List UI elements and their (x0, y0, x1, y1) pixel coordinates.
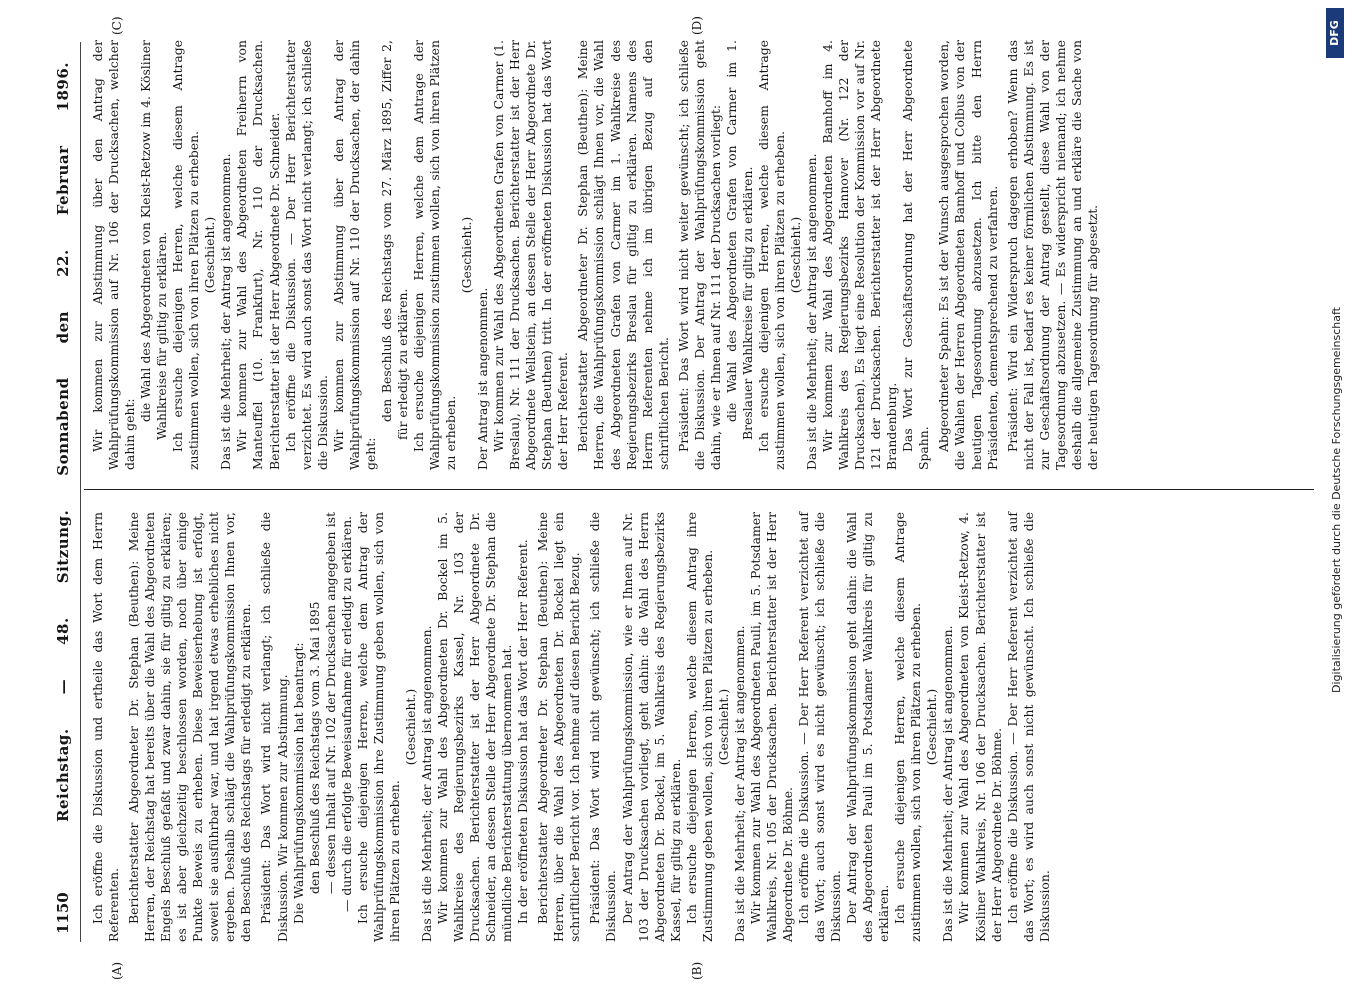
paragraph: den Beschluß des Reichstags vom 27. März 1895, Ziffer 2, für erledigt zu erklären. (378, 40, 410, 440)
paragraph: Wir kommen zur Wahl des Abgeordneten Grafen von Carmer (1. Breslau), Nr. 111 der Drucksachen. Berichterstatter ist der Herr Abgeordnete Wellstein, an dessen Stelle der Herr Abgeordnete Dr. Stephan (Beuthen) tritt. In der eröffneten Diskussion hat das Wort der Herr Referent. (491, 40, 571, 470)
page-header (52, 42, 76, 942)
paragraph: Ich ersuche diejenigen Herren, welche diesem Antrage zustimmen wollen, sich von ihren Plätzen zu erheben. (170, 40, 202, 470)
paragraph: Präsident: Wird ein Widerspruch dagegen erhoben? Wenn das nicht der Fall ist, bedarf es keiner förmlichen Abstimmung. Es ist zur Geschäftsordnung der Antrag gestellt, diese Wahl von der Tagesordnung abzusetzen. — Es widerspricht niemand; ich nehme deshalb die allgemeine Zustimmung an und erkläre die Sache von der heutigen Tagesordnung für abgesetzt. (1004, 40, 1100, 470)
paragraph: die Wahl des Abgeordneten Grafen von Carmer im 1. Breslauer Wahlkreise für giltig zu erklären. (723, 40, 755, 440)
right-column (90, 40, 1101, 470)
paragraph: Das Wort zur Geschäftsordnung hat der Herr Abgeordnete Spahn. (900, 40, 932, 470)
paragraph-center: (Geschieht.) (715, 688, 731, 766)
paragraph: Wir kommen zur Wahl des Abgeordneten von Kleist-Retzow, 4. Kösliner Wahlkreis, Nr. 106 der Drucksachen. Berichterstatter ist der Herr Abgeordnete Dr. Böhme. (956, 512, 1004, 942)
digitization-credit: Digitalisierung gefördert durch die Deutsche Forschungsgemeinschaft (1330, 307, 1343, 693)
paragraph: — dessen Inhalt auf Nr. 102 der Drucksachen angegeben ist — durch die erfolgte Beweisaufnahme für erledigt zu erklären. (322, 512, 354, 912)
paragraph-center: (Geschieht.) (459, 216, 475, 294)
paragraph: Der Antrag ist angenommen. (475, 287, 491, 470)
paragraph: Ich ersuche diejenigen Herren, welche diesem Antrag ihre Zustimmung geben wollen, sich von ihren Plätzen zu erheben. (683, 512, 715, 942)
margin-mark-c: (C) (110, 16, 124, 35)
header-rule (80, 42, 81, 942)
margin-mark-d: (D) (690, 16, 704, 35)
column-divider (84, 489, 1314, 490)
paragraph: Die Wahlprüfungskommission hat beantragt: (290, 642, 306, 924)
paragraph: Ich eröffne die Diskussion. — Der Herr Referent verzichtet auf das Wort; auch sonst wird es nicht gewünscht; ich schließe die Diskussion. (796, 512, 844, 942)
paragraph: Das ist die Mehrheit; der Antrag ist angenommen. (731, 625, 747, 942)
paragraph: die Wahl des Abgeordneten von Kleist-Retzow im 4. Kösliner Wahlkreise für giltig zu erklären. (138, 40, 170, 440)
paragraph: Der Antrag der Wahlprüfungskommission geht dahin: die Wahl des Abgeordneten Pauli im 5. Potsdamer Wahlkreis für giltig zu erklären. (844, 512, 892, 942)
margin-mark-b: (B) (690, 961, 704, 980)
paragraph: den Beschluß des Reichstags vom 3. Mai 1895 (306, 601, 322, 894)
paragraph: Ich ersuche diejenigen Herren, welche dem Antrag der Wahlprüfungskommission ihre Zustimmung geben wollen, sich von ihren Plätzen zu erheben. (354, 512, 402, 942)
paragraph: In der eröffneten Diskussion hat das Wort der Herr Referent. (515, 539, 531, 924)
paragraph: Das ist die Mehrheit; der Antrag ist angenommen. (804, 153, 820, 470)
paragraph: Präsident: Das Wort wird nicht gewünscht; ich schließe die Diskussion. (587, 512, 619, 942)
paragraph: Wir kommen zur Wahl des Abgeordneten Freiherrn von Manteuffel (10. Frankfurt), Nr. 110 der Drucksachen. Berichterstatter ist der Herr Abgeordnete Dr. Schneider. (234, 40, 282, 470)
margin-mark-a: (A) (110, 961, 124, 980)
dfg-logo: DFG (1326, 8, 1344, 58)
paragraph: Ich ersuche diejenigen Herren, welche diesem Antrage zustimmen wollen, sich von ihren Plätzen zu erheben. (892, 512, 924, 942)
paragraph: Abgeordneter Spahn: Es ist der Wunsch ausgesprochen worden, die Wahlen der Herren Abgeordneten Bamhoff und Colbus von der heutigen Tagesordnung abzusetzen. Ich bitte den Herrn Präsidenten, dementsprechend zu verfahren. (936, 40, 1000, 470)
paragraph: Präsident: Das Wort wird nicht verlangt; ich schließe die Diskussion. Wir kommen zur Abstimmung. (258, 512, 290, 942)
paragraph-center: (Geschieht.) (402, 688, 418, 766)
page-number: 1150 (54, 892, 72, 934)
paragraph: Ich ersuche diejenigen Herren, welche dem Antrage der Wahlprüfungskommission zustimmen wollen, sich von ihren Plätzen zu erheben. (410, 40, 459, 470)
paragraph: Berichterstatter Abgeordneter Dr. Stephan (Beuthen): Meine Herren, der Reichstag hat bereits über die Wahl des Abgeordneten Engels Beschluß gefaßt und zwar dahin, sie für giltig zu erklären; es ist aber gleichzeitig beschlossen worden, noch über einige Punkte Beweis zu erheben. Diese Beweiserhebung ist erfolgt, soweit sie ausführbar war, und hat irgend etwas erhebliches nicht ergeben. Deshalb schlägt die Wahlprüfungskommission Ihnen vor, den Beschluß des Reichstags für erledigt zu erklären. (126, 512, 254, 942)
paragraph: Das ist die Mehrheit; der Antrag ist angenommen. (940, 625, 956, 942)
paragraph: Wir kommen zur Abstimmung über den Antrag der Wahlprüfungskommission auf Nr. 110 der Drucksachen, der dahin geht: (330, 40, 378, 470)
paragraph: Ich ersuche diejenigen Herren, welche diesem Antrage zustimmen wollen, sich von ihren Plätzen zu erheben. (755, 40, 787, 470)
paragraph: Wir kommen zur Wahl des Abgeordneten Pauli, im 5. Potsdamer Wahlkreis, Nr. 105 der Drucksachen. Berichterstatter ist der Herr Abgeordnete Dr. Böhme. (747, 512, 795, 942)
paragraph-center: (Geschieht.) (924, 688, 940, 766)
paragraph: Ich eröffne die Diskussion. — Der Herr Berichterstatter verzichtet. Es wird auch sonst das Wort nicht verlangt; ich schließe die Diskussion. (282, 40, 330, 470)
left-column (90, 512, 1053, 942)
paragraph-center: (Geschieht.) (202, 216, 218, 294)
paragraph: Ich eröffne die Diskussion und ertheile das Wort dem Herrn Referenten. (90, 512, 122, 942)
paragraph-center: (Geschieht.) (788, 216, 804, 294)
paragraph: Wir kommen zur Wahl des Abgeordneten Bamhoff im 4. Wahlkreis des Regierungsbezirks Hannover (Nr. 122 der Drucksachen). Es liegt eine Resolution der Kommission vor auf Nr. 121 der Drucksachen. Berichterstatter ist der Herr Abgeordnete Brandenburg. (820, 40, 900, 470)
paragraph: Ich eröffne die Diskussion. — Der Herr Referent verzichtet auf das Wort; es wird auch sonst nicht gewünscht. Ich schließe die Diskussion. (1004, 512, 1052, 942)
paragraph: Wir kommen zur Abstimmung über den Antrag der Wahlprüfungskommission auf Nr. 106 der Drucksachen, welcher dahin geht: (90, 40, 138, 470)
paragraph: Der Antrag der Wahlprüfungskommission, wie er Ihnen auf Nr. 103 der Drucksachen vorliegt, geht dahin: die Wahl des Herrn Abgeordneten Dr. Bockel, im 5. Wahlkreis des Regierungsbezirks Kassel, für giltig zu erklären. (619, 512, 683, 942)
paragraph: Das ist die Mehrheit; der Antrag ist angenommen. (418, 625, 434, 942)
paragraph: Wir kommen zur Wahl des Abgeordneten Dr. Bockel im 5. Wahlkreise des Regierungsbezirks Kassel, Nr. 103 der Drucksachen. Berichterstatter ist der Herr Abgeordnete Dr. Schneider, an dessen Stelle der Herr Abgeordnete Dr. Stephan die mündliche Berichterstattung übernommen hat. (434, 512, 515, 942)
running-title: Reichstag. — 48. Sitzung. Sonnabend den 22. Februar 1896. (54, 62, 72, 822)
paragraph: Präsident: Das Wort wird nicht weiter gewünscht; ich schließe die Diskussion. Der Antrag der Wahlprüfungskommission geht dahin, wie er Ihnen auf Nr. 111 der Drucksachen vorliegt: (675, 40, 723, 470)
paragraph: Berichterstatter Abgeordneter Dr. Stephan (Beuthen): Meine Herren, die Wahlprüfungskommission schlägt Ihnen vor, die Wahl des Abgeordneten Grafen von Carmer im 1. Wahlkreise des Regierungsbezirks Breslau für giltig zu erklären. Namens des Herrn Referenten nehme ich im übrigen Bezug auf den schriftlichen Bericht. (575, 40, 671, 470)
paragraph: Berichterstatter Abgeordneter Dr. Stephan (Beuthen): Meine Herren, über die Wahl des Abgeordneten Dr. Bockel liegt ein schriftlicher Bericht vor. Ich nehme auf diesen Bericht Bezug. (535, 512, 583, 942)
paragraph: Das ist die Mehrheit; der Antrag ist angenommen. (218, 153, 234, 470)
